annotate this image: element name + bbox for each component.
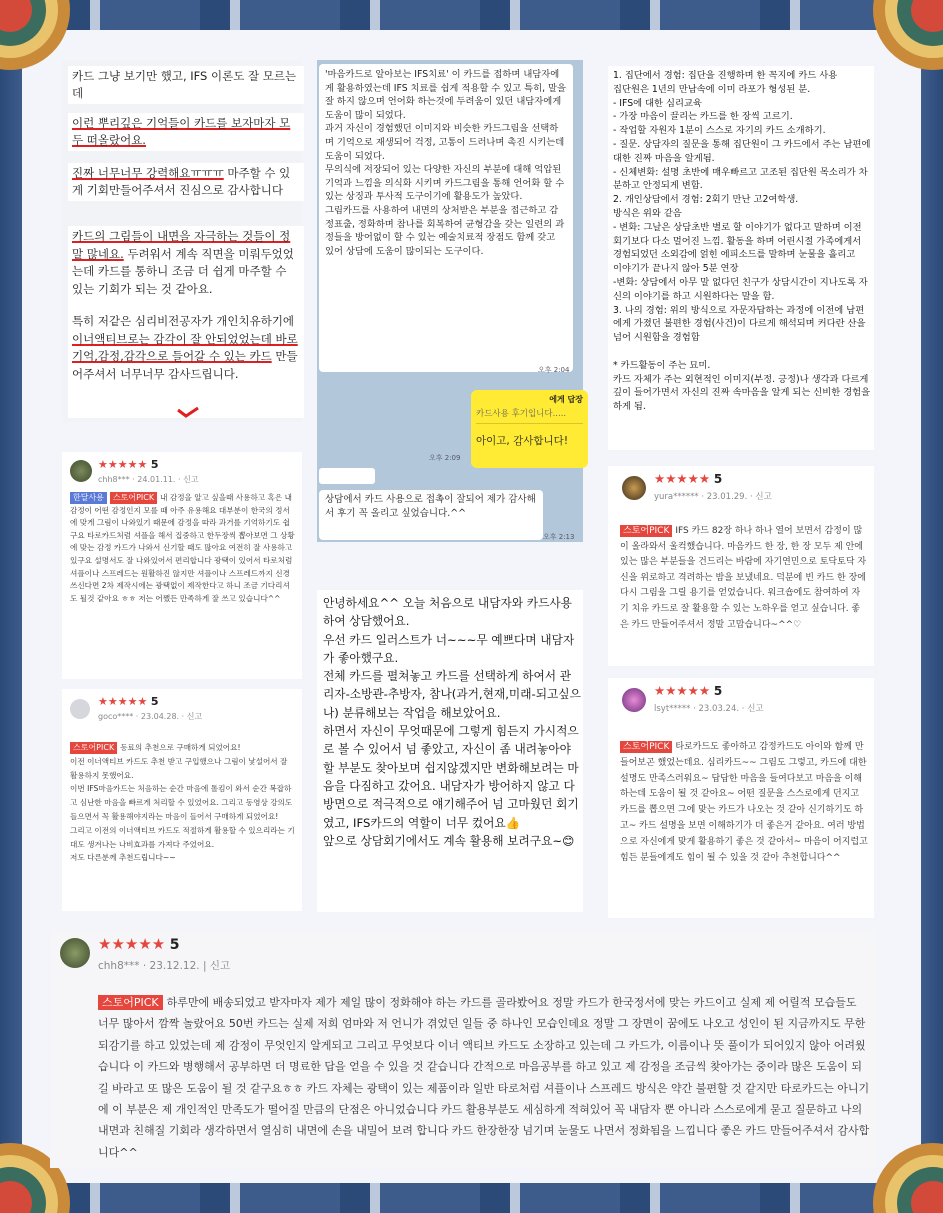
rating-row [654, 471, 722, 486]
review-body [620, 524, 868, 633]
chat-text-highlighted: 진짜 너무너무 강력해요ㅠㅠㅠ [72, 166, 224, 180]
review-date: 24.01.11. [137, 475, 176, 484]
chat-bubble [68, 113, 304, 151]
badge-store-pick: 스토어PICK [98, 995, 163, 1010]
reviewer-name: goco**** [98, 712, 134, 721]
review-text: 하루만에 배송되었고 받자마자 제가 제일 많이 정화해야 하는 카드를 골라봤어요 정말 카드가 한국정서에 맞는 카드이고 실제 제 어릴적 모습들도 너무 많아서 깜짝 놀랐어요 50번 카드는 실제 저희 엄마와 저 언니가 겪었던 일들 중 하나인 모습인데요 정말 그 장면이 꿈에도 나오고 성인이 된 지금까지도 무한 되감기를 하고 있었는데 제 감정이 무엇인지 알게되고 그리고 무엇보다 이너 액티브 카드도 소장하고 있는데 그 카드가, 이름이나 뜻 풀이가 되어있지 않아 어려웠습니다 이 카드와 병행해서 공부하면 더 명료한 답을 얻을 수 있을 것 같습니다 간적으로 마음공부를 하고 있고 제 감정을 조금씩 찾아가는 중이라 많은 도움이 되길 바라고 또 많은 도움이 될 것 같구요ㅎㅎ 카드 자체는 광택이 있는 제품이라 일반 타로처럼 셔플이나 스프레드 방식은 약간 불편할 것 같지만 타로카드는 아니기에 이 부분은 제 개인적인 만족도가 떨어질 만큼의 단점은 아니었습니다 카드 활용부분도 세심하게 적혀있어 꼭 내담자 뿐 아니라 스스로에게 묻고 질문하고 나의 내면과 친해질 기회라 생각하면서 열심히 내면에 손을 내밀어 보려 합니다 카드 한장한장 넘기며 눈물도 나면서 정화됨을 느낍니다 좋은 카드 만들어주셔서 감사합니다^^ [98, 996, 870, 1159]
reviewer-name: chh8*** [98, 960, 140, 972]
experience-report [608, 66, 874, 450]
report-link[interactable]: 신고 [209, 960, 231, 972]
experience-body: 1. 집단에서 경험: 집단을 진행하며 한 꼭지에 카드 사용 집단원은 1년의 만남속에 이미 라포가 형성된 분. - IFS에 대한 심리교육 - 가장 마음이 끌리는 카드를 한 장씩 고르기. - 작업할 자원자 1분이 스스로 자기의 카드 소개하기. - 질문. 상담자의 질문을 통해 집단원이 그 카드에서 주는 남편에 대한 진짜 마음을 알게됨. - 신체변화: 설명 초반에 매우빠르고 고조된 집단원 목소리가 차분하고 안정되게 변함. 2. 개인상담에서 경험: 2회기 만난 고2여학생. 방식은 위와 같음 - 변화: 그날은 상담초반 별로 할 이야기가 없다고 말하며 이전 회기보다 다소 멀어진 느낌. 활동을 하며 어린시절 가족에게서 경험되었던 소외감에 얽힌 에피소드를 말하며 눈물을 흘리고 이야기가 끝나지 않아 5분 연장 -변화: 상담에서 아무 말 없다던 친구가 상담시간이 지나도록 자신의 이야기를 하고 시원하다는 말을 함. 3. 나의 경험: 위의 방식으로 자문자답하는 과정에 이전에 남편에게 가졌던 불편한 경험(사건)이 다르게 해석되며 커다란 산을 넘어 시원함을 경험함 * 카드활동이 주는 묘미. 카드 자체가 주는 외현적인 이미지(부정. 긍정)나 생각과 다르게 깊이 들어가면서 자신의 진짜 속마음을 알게 되는 신비한 경험을 하게 됨. [613, 70, 871, 413]
chat-bubble-small [319, 468, 375, 484]
report-link[interactable]: 신고 [755, 492, 772, 502]
frame-left-border [0, 0, 22, 1213]
star-rating: ★★★★★ [654, 683, 711, 698]
chat-text: 마주할 수 있게 기회만들어주셔서 진심으로 감사합니다 [72, 166, 291, 197]
frame-top-border [0, 0, 943, 30]
chat-text: 카드 그냥 보기만 했고, IFS 이론도 잘 모르는데 [72, 69, 297, 100]
message-time: 오후 2:13 [543, 533, 575, 541]
review-date: 23.04.28. [140, 712, 180, 721]
review-card [608, 678, 874, 918]
review-text: 이전 이너액티브 카드도 추천 받고 구입했으나 그림이 낯설어서 잘 활용하지 못했어요. [70, 756, 288, 780]
chat-text: 만들어주셔서 너무너무 감사드립니다. [72, 349, 298, 381]
review-meta: chh8*** · 23.12.12. | 신고 [98, 960, 231, 972]
badge-store-pick: 스토어PICK [620, 525, 672, 537]
chat-text: 특히 저같은 심리비전공자가 개인치유하기에 [72, 314, 295, 328]
chat-bubble [68, 66, 304, 104]
review-body [70, 492, 296, 605]
review-body [620, 740, 868, 866]
chat-text: 두려워서 계속 직면을 미뤄두었었는데 카드를 통하니 조금 더 쉽게 마주할 수 있는 기회가 되는 것 같아요. [72, 246, 294, 296]
review-card [62, 689, 302, 911]
chat-text-highlighted: 카드의 그림들이 내면을 자극하는 것들이 정말 많네요. [72, 229, 291, 261]
testimonial-text [317, 590, 583, 912]
review-text: IFS 카드 82장 하나 하나 열어 보면서 감정이 많이 올라와서 울컥했습니다. 마음카드 한 장, 한 장 모두 제 안에 있는 많은 부분들을 건드리는 바람에 자기연민으로 토닥토닥 자신을 위로하고 격려하는 밤을 보냈네요. 덕분에 빈 카드 한 장에 다시 그림을 그릴 용기를 얻었습니다. 워크숍에도 참여하여 자기 치유 카드로 잘 활용할 수 있는 노하우를 얻고 싶습니다. 좋은 카드 만들어주셔서 정말 고맙습니다~^^♡ [620, 526, 867, 630]
rating-row [98, 458, 158, 471]
review-card-wide [50, 930, 876, 1168]
badge-store-pick: 스토어PICK [70, 742, 117, 754]
badge-store-pick: 스토어PICK [620, 741, 672, 753]
message-time: 오후 2:09 [429, 454, 461, 462]
star-rating: ★★★★★ [98, 935, 166, 953]
rating-score: 5 [713, 472, 723, 486]
chat-text: 상담에서 카드 사용으로 접촉이 잘되어 제가 감사해서 후기 꼭 올리고 싶었습니다.^^ [325, 494, 536, 519]
reviewer-name: chh8*** [98, 475, 130, 484]
review-date: 23.03.24. [698, 704, 740, 714]
chat-screenshot-left [62, 60, 302, 422]
avatar [60, 938, 90, 968]
review-meta: lsyt***** · 23.03.24. · 신고 [654, 704, 764, 714]
star-rating: ★★★★★ [98, 695, 148, 708]
frame-right-border [921, 0, 943, 1213]
rating-row [654, 683, 722, 698]
corner-ornament-icon [863, 0, 943, 80]
testimonial-body: 안녕하세요^^ 오늘 처음으로 내담자와 카드사용하여 상담했어요. 우선 카드 일러스트가 너~~~무 예쁘다며 내담자가 좋아했구요. 전체 카드를 펼쳐놓고 카드를 선택하게 하여서 관리자-소방관-추방자, 참나(과거,현재,미래-되고싶으나) 분류해보는 작업을 해보았어요. 하면서 자신이 무엇때문에 그렇게 힘든지 가시적으로 볼 수 있어서 넘 좋았고, 자신이 좀 내려놓아야 할 부분도 찾아보며 쉽지않겠지만 변화해보려는 마음을 다짐하고 갔어요. 내담자가 방어하지 않고 다방면으로 적극적으로 얘기해주어 넘 고마웠던 회기였고, IFS카드의 역할이 너무 컸어요👍 앞으로 상담회기에서도 계속 활용해 보려구요~😊 [323, 596, 581, 848]
review-text: 내 감정을 알고 싶을때 사용하고 혹은 내 감정이 어떤 감정인지 모를 때 아주 유용해요 대부분이 한국의 정서에 맞게 그림이 나와있기 때문에 감정을 따라 과거를 기억하기도 쉽구요 타로카드처럼 셔플을 해서 집중하고 한두장씩 뽑아보면 그 상황에 맞는 감정 카드가 나와서 신기할 때도 많아요 여전히 잘 사용하고 있구요 설명서도 잘 나와있어서 편리합니다 광택이 있어서 타로처럼 셔플이나 스프레드는 원활하진 않지만 셔플이나 스프레드까지 신경쓰신다면 2차 제작시에는 광택없이 제작한다고 하니 조금 기다리셔도 될것 같아요 ㅎㅎ 저는 어쨌든 만족하게 잘 쓰고 있습니다^^ [70, 493, 295, 603]
message-time: 오후 2:04 [538, 366, 570, 374]
badge-store-pick: 스토어PICK [110, 492, 157, 504]
report-link[interactable]: 신고 [747, 704, 764, 714]
rating-row [98, 695, 158, 708]
rating-score: 5 [713, 684, 723, 698]
frame-bottom-border [0, 1183, 943, 1213]
reply-text: 아이고, 감사합니다! [476, 435, 569, 447]
review-text: 이번 IFS마음카드는 처음하는 순간 마음에 톨킴이 와서 순간 복잡하고 심난한 마음을 빠르게 처리할 수 있었어요. 그리고 동영상 강의도 들으면서 꼭 활용해야지라는 마음이 들어서 구매하게 되었어요! [70, 784, 293, 821]
report-link[interactable]: 신고 [183, 475, 199, 484]
badge-month-use: 한달사용 [70, 492, 107, 504]
review-card [62, 452, 302, 679]
rating-score: 5 [169, 937, 180, 953]
chat-bubble [319, 64, 573, 372]
review-text: 저도 다른분께 추천드립니다~~ [70, 853, 176, 863]
review-text: 동료의 추천으로 구매하게 되었어요! [120, 743, 241, 752]
chat-bubble [319, 490, 543, 540]
star-rating: ★★★★★ [98, 458, 148, 471]
review-date: 23.12.12. [149, 960, 200, 972]
red-check-mark-icon [176, 406, 200, 420]
avatar [622, 476, 646, 500]
review-card [608, 466, 874, 666]
review-meta: chh8*** · 24.01.11. · 신고 [98, 475, 199, 484]
review-date: 23.01.29. [706, 492, 748, 502]
review-meta: yura****** · 23.01.29. · 신고 [654, 492, 772, 502]
review-meta: goco**** · 23.04.28. · 신고 [98, 712, 203, 721]
avatar [70, 460, 92, 482]
avatar [70, 699, 90, 719]
chat-bubble [68, 163, 304, 201]
chat-text-highlighted: 이너액티브로는 감각이 잘 안되었었는데 바로 기억,감정,감각으로 들어갈 수 있는 카드 [72, 331, 298, 363]
chat-text: '마음카드로 알아보는 IFS치료' 이 카드를 접하며 내담자에게 활용하였는데 IFS 치료를 쉽게 적용할 수 있고 특히, 말을 잘 하지 않으며 언어화 하는것에 두려움이 있던 내담자에게 도움이 많이 되었다. 과거 자신이 경험했던 이미지와 비슷한 카드그림을 선택하며 기억으로 재생되어 걱정, 고통이 드러나며 촉진 시키는데 도움이 되었다. 무의식에 저장되어 있는 다양한 자신의 부분에 대해 억압된 기억과 느낌을 의식화 시키며 카드그림을 통해 언어화 할 수 있는 상징과 투사적 도구이기에 활용도가 높았다. 그림카드를 사용하여 내면의 상처받은 부분을 접근하고 감정표출, 정화하며 참나를 회복하여 균형감을 갖는 일련의 과정들을 방어없이 할 수 있는 예술치료적 장점도 함께 갖고 있어 상담에 도움이 많이되는 도구이다. [325, 69, 566, 257]
reviewer-name: yura****** [654, 492, 699, 502]
report-link[interactable]: 신고 [186, 712, 203, 721]
chat-bubble [68, 226, 304, 418]
reply-quote: 카드사용 후기입니다..... [476, 407, 583, 424]
star-rating: ★★★★★ [654, 471, 711, 486]
review-body [98, 992, 870, 1163]
avatar [622, 688, 646, 712]
rating-score: 5 [150, 458, 159, 471]
reply-title: 에게 답장 [549, 395, 583, 404]
chat-screenshot-kakao [317, 60, 583, 542]
chat-text-highlighted: 이런 뿌리깊은 기억들이 카드를 보자마자 모두 떠올랐어요. [72, 116, 291, 147]
reply-bubble [471, 390, 588, 468]
review-text: 타로카드도 좋아하고 감정카드도 아이와 함께 만들어보곤 했었는데요. 심리카드~~ 그림도 그렇고, 카드에 대한 설명도 만족스러워요~ 답답한 마음을 들여다보고 마음을 이해하는데 도움이 될 것 같아요~ 어떤 질문을 스스로에게 던지고 카드를 뽑으면 그에 맞는 카드가 나오는 것 같아 신기하기도 하고~ 카드 설명을 보면 이해하기가 더 좋은거 같아요. 여러 방법으로 자신에게 맞게 활용하기 좋은 것 같아서~ 마음이 어지럽고 힘든 분들에게도 힘이 될 수 있을 것 같아 추천합니다^^ [620, 742, 868, 863]
reviewer-name: lsyt***** [654, 704, 691, 714]
rating-row [98, 935, 179, 953]
review-text: 그리고 이전의 이너액티브 카드도 적절하게 활용할 수 있으리라는 기대도 생겨나는 나비효과를 가져다 주었어요. [70, 825, 295, 849]
rating-score: 5 [150, 695, 159, 708]
review-body [70, 741, 296, 865]
